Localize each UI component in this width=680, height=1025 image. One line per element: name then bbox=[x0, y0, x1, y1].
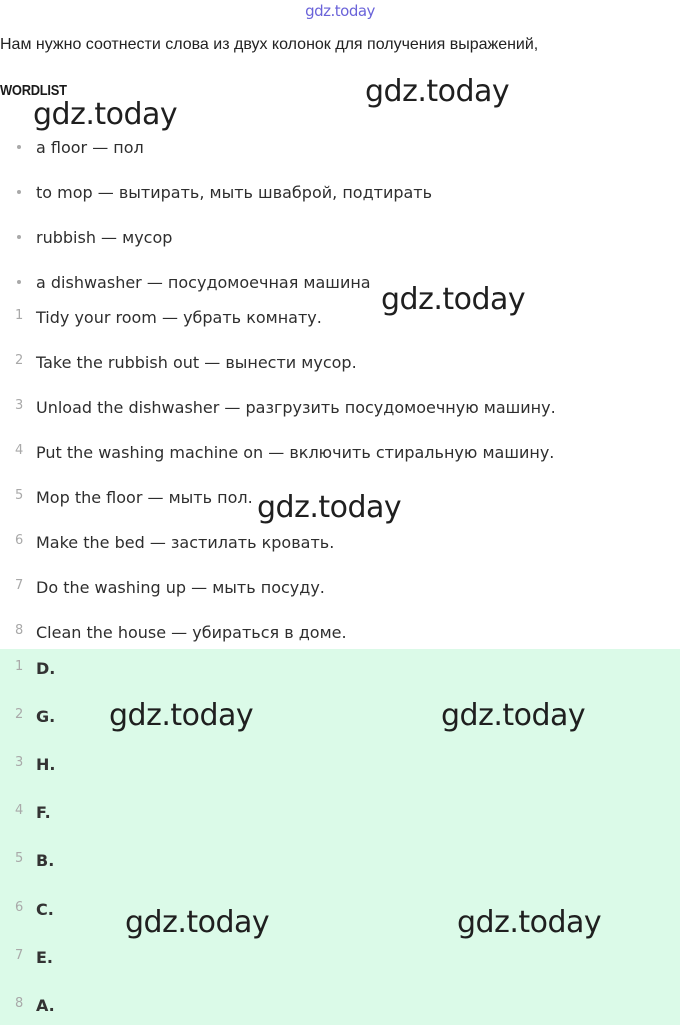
phrase-item bbox=[0, 395, 556, 419]
answer-text: F. bbox=[36, 802, 51, 822]
intro-text: Нам нужно соотнести слова из двух колонок для получения выражений, bbox=[0, 36, 539, 53]
answer-text: C. bbox=[36, 899, 54, 919]
phrase-text: Tidy your room — убрать комнату. bbox=[36, 307, 322, 327]
item-number: 2 bbox=[15, 353, 24, 368]
phrase-text: Do the washing up — мыть посуду. bbox=[36, 577, 325, 597]
phrase-item bbox=[0, 530, 334, 554]
phrase-item bbox=[0, 305, 322, 329]
watermark: gdz.today bbox=[125, 905, 270, 940]
phrase-item bbox=[0, 575, 325, 599]
bullet-icon bbox=[0, 135, 36, 159]
item-number: 3 bbox=[15, 398, 24, 413]
answer-text: G. bbox=[36, 706, 56, 726]
wordlist-item bbox=[0, 180, 432, 204]
answer-text: D. bbox=[36, 658, 56, 678]
phrase-text: Mop the floor — мыть пол. bbox=[36, 487, 253, 507]
answer-item bbox=[0, 848, 54, 872]
wordlist-heading: WORDLIST bbox=[0, 82, 67, 99]
item-number: 7 bbox=[15, 948, 24, 963]
phrase-item bbox=[0, 350, 357, 374]
item-number: 6 bbox=[15, 533, 24, 548]
watermark: gdz.today bbox=[441, 698, 586, 733]
answers-panel bbox=[0, 649, 680, 1025]
bullet-icon bbox=[0, 180, 36, 204]
answer-item bbox=[0, 704, 55, 728]
bullet-icon bbox=[0, 225, 36, 249]
item-number: 7 bbox=[15, 578, 24, 593]
phrase-text: Take the rubbish out — вынести мусор. bbox=[36, 352, 357, 372]
item-number: 2 bbox=[15, 707, 24, 722]
item-number: 8 bbox=[15, 996, 24, 1011]
answer-item bbox=[0, 656, 55, 680]
item-number: 6 bbox=[15, 900, 24, 915]
site-logo-link[interactable]: gdz.today bbox=[305, 2, 375, 20]
wordlist-item-text: a dishwasher — посудомоечная машина bbox=[36, 272, 371, 292]
bullet-icon bbox=[0, 270, 36, 294]
phrase-item bbox=[0, 440, 554, 464]
watermark: gdz.today bbox=[365, 74, 510, 109]
item-number: 4 bbox=[15, 803, 24, 818]
item-number: 8 bbox=[15, 623, 24, 638]
phrase-item bbox=[0, 620, 347, 644]
item-number: 4 bbox=[15, 443, 24, 458]
item-number: 1 bbox=[15, 659, 24, 674]
phrase-text: Make the bed — застилать кровать. bbox=[36, 532, 335, 552]
answer-text: B. bbox=[36, 850, 55, 870]
wordlist-item-text: a floor — пол bbox=[36, 137, 144, 157]
answer-item bbox=[0, 800, 51, 824]
watermark: gdz.today bbox=[33, 97, 178, 132]
item-number: 3 bbox=[15, 755, 24, 770]
item-number: 1 bbox=[15, 308, 24, 323]
answer-item bbox=[0, 945, 53, 969]
wordlist-item-text: rubbish — мусор bbox=[36, 227, 173, 247]
answer-text: H. bbox=[36, 754, 56, 774]
watermark: gdz.today bbox=[457, 905, 602, 940]
wordlist-item bbox=[0, 135, 144, 159]
answer-item bbox=[0, 897, 54, 921]
answer-text: A. bbox=[36, 995, 55, 1015]
answer-text: E. bbox=[36, 947, 54, 967]
wordlist-item-text: to mop — вытирать, мыть шваброй, подтирать bbox=[36, 182, 433, 202]
wordlist-item bbox=[0, 225, 172, 249]
answer-item bbox=[0, 752, 55, 776]
wordlist-item bbox=[0, 270, 371, 294]
watermark: gdz.today bbox=[109, 698, 254, 733]
phrase-text: Unload the dishwasher — разгрузить посудомоечную машину. bbox=[36, 397, 556, 417]
phrase-text: Clean the house — убираться в доме. bbox=[36, 622, 347, 642]
answer-item bbox=[0, 993, 55, 1017]
watermark: gdz.today bbox=[257, 490, 402, 525]
item-number: 5 bbox=[15, 488, 24, 503]
item-number: 5 bbox=[15, 851, 24, 866]
phrase-item bbox=[0, 485, 253, 509]
phrase-text: Put the washing machine on — включить стиральную машину. bbox=[36, 442, 555, 462]
watermark: gdz.today bbox=[381, 282, 526, 317]
